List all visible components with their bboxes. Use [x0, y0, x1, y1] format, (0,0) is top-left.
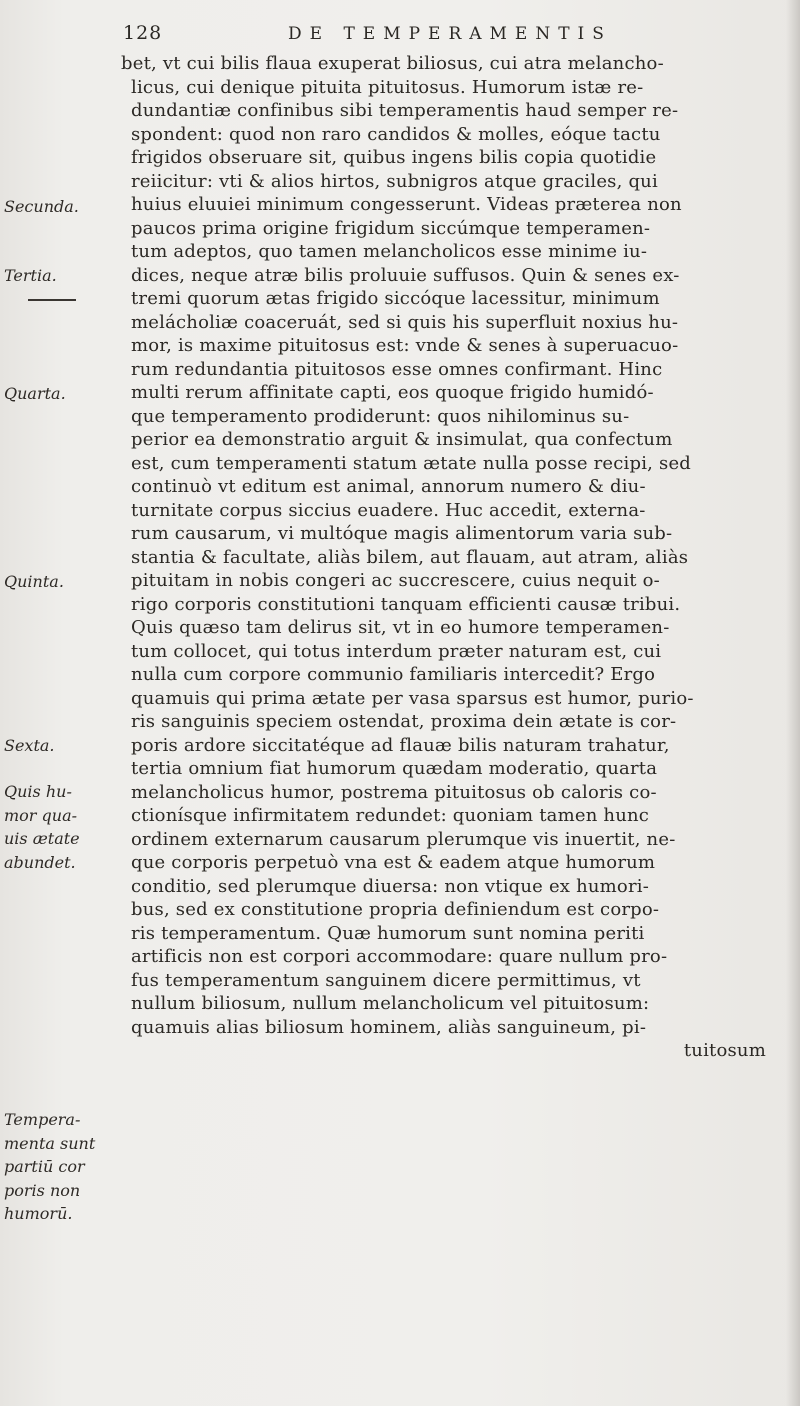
- text-line: nullum biliosum, nullum melancholicum vel pituitosum:: [131, 993, 650, 1014]
- text-line: dundantiæ confinibus sibi temperamentis haud semper re-: [131, 100, 679, 121]
- text-line: licus, cui denique pituita pituitosus. Humorum istæ re-: [131, 76, 644, 98]
- text-line: quamuis alias biliosum hominem, aliàs sanguineum, pi-: [131, 1016, 647, 1038]
- text-line: est, cum temperamenti statum ætate nulla posse recipi, sed: [131, 452, 692, 474]
- text-line: artificis non est corpori accommodare: quare nullum pro-: [131, 946, 668, 967]
- text-line: conditio, sed plerumque diuersa: non vtique ex humori-: [131, 875, 650, 897]
- text-line: melancholicus humor, postrema pituitosus ob caloris co-: [131, 781, 657, 803]
- margin-note-quis-humor: [4, 780, 116, 874]
- margin-note-line: Quis hu-: [4, 782, 72, 801]
- text-line: perior ea demonstratio arguit & insimulat, qua confectum: [131, 429, 673, 450]
- running-head: DE TEMPERAMENTIS: [288, 24, 612, 44]
- margin-rule: [28, 299, 76, 301]
- margin-note-secunda: Secunda.: [4, 197, 79, 216]
- margin-note-line: abundet.: [4, 852, 76, 872]
- text-line: paucos prima origine frigidum siccúmque temperamen-: [131, 217, 651, 239]
- margin-note-temperamenta: [4, 1108, 116, 1226]
- text-line: turnitate corpus siccius euadere. Huc accedit, externa-: [131, 499, 646, 521]
- margin-note-tertia: Tertia.: [4, 266, 57, 285]
- text-line: continuò vt editum est animal, annorum numero & diu-: [131, 476, 646, 497]
- page-number: 128: [123, 22, 163, 44]
- text-line: mor, is maxime pituitosus est: vnde & senes à superuacuo-: [131, 335, 679, 356]
- page-header: [123, 22, 683, 52]
- text-line: tremi quorum ætas frigido siccóque lacessitur, minimum: [131, 288, 660, 309]
- text-line: pituitam in nobis congeri ac succrescere, cuius nequit o-: [131, 570, 660, 591]
- body-text: [121, 52, 800, 1063]
- text-line: tum collocet, qui totus interdum præter naturam est, cui: [131, 640, 662, 662]
- text-line: spondent: quod non raro candidos & molles, eóque tactu: [131, 123, 661, 145]
- text-line: stantia & facultate, aliàs bilem, aut flauam, aut atram, aliàs: [131, 546, 689, 568]
- margin-note-line: Tempera-: [4, 1110, 81, 1129]
- margin-note-line: partiū cor: [4, 1157, 85, 1176]
- margin-note-line: poris non: [4, 1180, 81, 1200]
- text-line: dices, neque atræ bilis proluuie suffusos. Quin & senes ex-: [131, 264, 680, 286]
- margin-note-line: uis ætate: [4, 829, 80, 848]
- text-line: que temperamento prodiderunt: quos nihilominus su-: [131, 405, 630, 427]
- text-line: tum adeptos, quo tamen melancholicos esse minime iu-: [131, 241, 648, 262]
- page-edge-shadow: [786, 0, 800, 1406]
- text-line: rum causarum, vi multóque magis alimentorum varia sub-: [131, 523, 673, 544]
- text-line: ordinem externarum causarum plerumque vis inuertit, ne-: [131, 828, 676, 850]
- text-line: bus, sed ex constitutione propria definiendum est corpo-: [131, 899, 660, 920]
- margin-note-line: humorū.: [4, 1204, 73, 1223]
- margin-note-quarta: Quarta.: [4, 384, 66, 403]
- text-line: frigidos obseruare sit, quibus ingens bilis copia quotidie: [131, 147, 657, 168]
- text-line: rum redundantia pituitosos esse omnes confirmant. Hinc: [131, 358, 663, 380]
- text-line: poris ardore siccitatéque ad flauæ bilis naturam trahatur,: [131, 734, 670, 756]
- text-line: ris sanguinis speciem ostendat, proxima dein ætate is cor-: [131, 711, 677, 732]
- text-line: melácholiæ coaceruát, sed si quis his superfluit noxius hu-: [131, 311, 679, 333]
- text-line: rigo corporis constitutioni tanquam efficienti causæ tribui.: [131, 593, 681, 615]
- margin-note-sexta: Sexta.: [4, 736, 55, 755]
- text-line: huius eluuiei minimum congesserunt. Videas præterea non: [131, 194, 682, 215]
- text-line: Quis quæso tam delirus sit, vt in eo humore temperamen-: [131, 617, 670, 638]
- text-line: reiicitur: vti & alios hirtos, subnigros atque graciles, qui: [131, 170, 658, 192]
- text-line: quamuis qui prima ætate per vasa sparsus est humor, purio-: [131, 687, 694, 709]
- catchword: tuitosum: [683, 1040, 766, 1061]
- text-line: ris temperamentum. Quæ humorum sunt nomina periti: [131, 922, 645, 944]
- text-line: bet, vt cui bilis flaua exuperat biliosus, cui atra melancho-: [121, 53, 664, 74]
- text-line: ctionísque infirmitatem redundet: quoniam tamen hunc: [131, 805, 650, 826]
- text-line: que corporis perpetuò vna est & eadem atque humorum: [131, 852, 656, 873]
- text-line: tertia omnium fiat humorum quædam moderatio, quarta: [131, 758, 658, 779]
- margin-note-line: menta sunt: [4, 1133, 96, 1153]
- text-line: multi rerum affinitate capti, eos quoque frigido humidó-: [131, 382, 654, 403]
- text-line: nulla cum corpore communio familiaris intercedit? Ergo: [131, 664, 656, 685]
- text-line: fus temperamentum sanguinem dicere permittimus, vt: [131, 969, 641, 991]
- margin-note-quinta: Quinta.: [4, 572, 64, 591]
- margin-note-line: mor qua-: [4, 805, 78, 825]
